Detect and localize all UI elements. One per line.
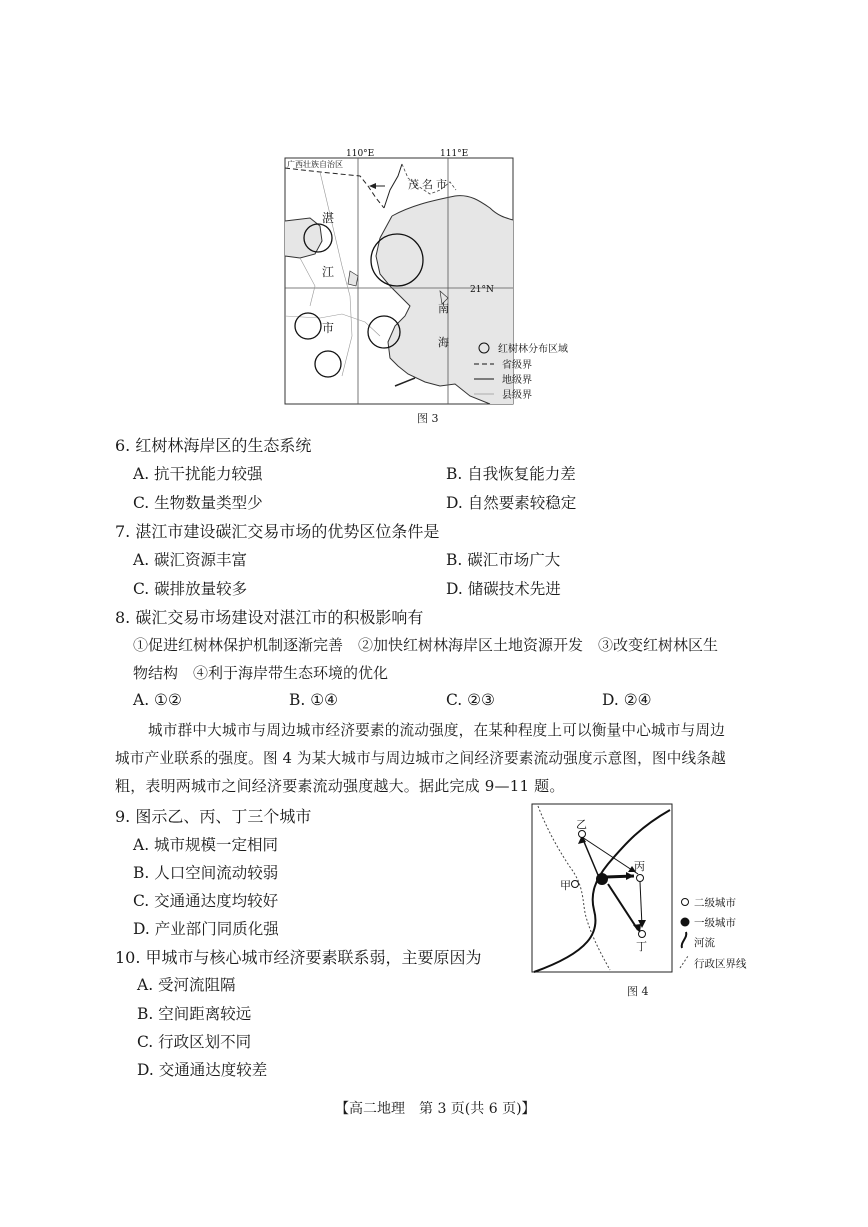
city-yi-label: 乙 [576, 818, 587, 831]
question-6-stem: 6. 红树林海岸区的生态系统 [115, 436, 312, 455]
question-7-option-b[interactable]: B. 碳汇市场广大 [446, 551, 561, 569]
city-bing [637, 875, 644, 882]
question-9-option-b[interactable]: B. 人口空间流动较弱 [133, 864, 279, 882]
figure-3-caption: 图 3 [417, 412, 439, 425]
passage-line-1: 城市群中大城市与周边城市经济要素的流动强度，在某种程度上可以衡量中心城市与周边 [148, 722, 725, 739]
lon-111-label: 111°E [440, 149, 469, 159]
question-10-option-b[interactable]: B. 空间距离较远 [137, 1005, 252, 1023]
question-10-option-c[interactable]: C. 行政区划不同 [137, 1033, 252, 1051]
question-7-option-a[interactable]: A. 碳汇资源丰富 [133, 551, 248, 569]
question-10-stem: 10. 甲城市与核心城市经济要素联系弱，主要原因为 [115, 948, 482, 967]
question-9-option-c[interactable]: C. 交通通达度均较好 [133, 892, 279, 910]
shi-label: 市 [322, 321, 335, 335]
maoming-label: 茂名市 [408, 178, 450, 191]
question-6-option-b[interactable]: B. 自我恢复能力差 [446, 465, 576, 483]
legend-county-label: 县级界 [502, 390, 532, 401]
question-10-option-a[interactable]: A. 受河流阻隔 [137, 976, 236, 994]
legend-river-icon [682, 932, 687, 948]
figure-4-diagram [530, 802, 770, 1002]
passage-line-3: 粗，表明两城市之间经济要素流动强度越大。据此完成 9—11 题。 [115, 777, 565, 795]
city-ding [639, 931, 646, 938]
figure-4-caption: 图 4 [627, 985, 649, 998]
guangxi-label: 广西壮族自治区 [287, 160, 343, 169]
city-yi [579, 831, 586, 838]
question-6-option-d[interactable]: D. 自然要素较稳定 [446, 494, 577, 512]
question-8-option-a[interactable]: A. ①② [133, 691, 182, 709]
zhan-label: 湛 [322, 211, 335, 225]
question-9-option-d[interactable]: D. 产业部门同质化强 [133, 920, 279, 938]
question-6-option-a[interactable]: A. 抗干扰能力较强 [133, 465, 263, 483]
question-8-stem: 8. 碳汇交易市场建设对湛江市的积极影响有 [115, 608, 424, 627]
city-jia-label: 甲 [560, 879, 571, 892]
question-8-statements-line-2: 物结构 ④利于海岸带生态环境的优化 [133, 664, 389, 682]
figure-4 [530, 802, 770, 1002]
question-8-statements-line-1: ①促进红树林保护机制逐渐完善 ②加快红树林海岸区土地资源开发 ③改变红树林区生 [133, 636, 719, 654]
question-10-option-d[interactable]: D. 交通通达度较差 [137, 1061, 268, 1079]
legend-river-label: 河流 [694, 937, 715, 949]
legend-second-label: 二级城市 [694, 897, 736, 909]
lon-110-label: 110°E [346, 149, 375, 159]
figure-3-map [280, 146, 590, 406]
legend-admin-label: 行政区界线 [694, 958, 747, 970]
legend-second-icon [682, 899, 689, 906]
legend-admin-icon [680, 956, 688, 968]
question-9-option-a[interactable]: A. 城市规模一定相同 [133, 836, 279, 854]
jiang-label: 江 [322, 265, 335, 279]
question-8-option-d[interactable]: D. ②④ [602, 691, 652, 709]
question-7-stem: 7. 湛江市建设碳汇交易市场的优势区位条件是 [115, 522, 440, 541]
page-footer: 【高二地理 第 3 页(共 6 页)】 [335, 1101, 536, 1117]
question-6-option-c[interactable]: C. 生物数量类型少 [133, 494, 263, 512]
core-city [596, 873, 608, 885]
question-8-option-c[interactable]: C. ②③ [446, 691, 495, 709]
figure-3 [280, 146, 590, 406]
lat-21-label: 21°N [470, 285, 494, 295]
hai-label: 海 [438, 336, 449, 349]
legend-prefecture-label: 地级界 [502, 375, 532, 386]
legend-first-icon [681, 918, 690, 927]
question-8-option-b[interactable]: B. ①④ [289, 691, 339, 709]
legend-mangrove-label: 红树林分布区域 [498, 344, 568, 355]
question-9-stem: 9. 图示乙、丙、丁三个城市 [115, 807, 312, 826]
question-7-option-d[interactable]: D. 储碳技术先进 [446, 580, 561, 598]
legend-first-label: 一级城市 [694, 917, 736, 929]
question-7-option-c[interactable]: C. 碳排放量较多 [133, 580, 248, 598]
city-ding-label: 丁 [636, 940, 647, 953]
passage-line-2: 城市产业联系的强度。图 4 为某大城市与周边城市之间经济要素流动强度示意图，图中线条越 [115, 750, 726, 767]
nan-label: 南 [438, 302, 449, 315]
city-jia [572, 881, 579, 888]
legend-province-label: 省级界 [502, 360, 532, 371]
city-bing-label: 丙 [634, 860, 645, 873]
